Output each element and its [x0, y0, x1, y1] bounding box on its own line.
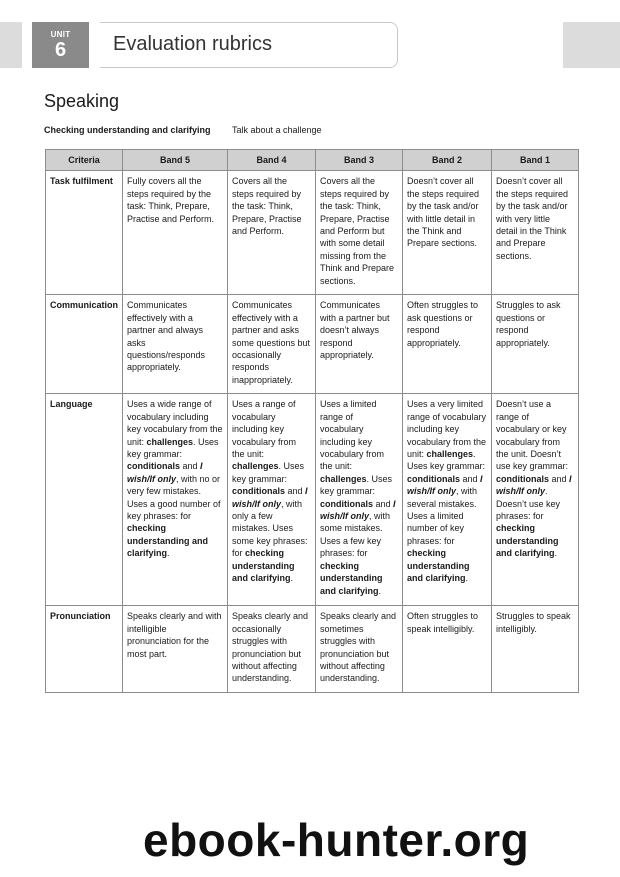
cell-text-run: . Uses key grammar:	[407, 449, 486, 472]
criteria-cell: Language	[46, 394, 123, 606]
cell-text-run: challenges	[146, 436, 194, 447]
cell-text-run: and	[549, 473, 570, 484]
band-cell	[228, 394, 316, 606]
header-criteria: Criteria	[46, 150, 123, 171]
unit-number: 6	[54, 38, 67, 61]
table-row	[46, 394, 579, 606]
page-title: Evaluation rubrics	[113, 33, 272, 55]
cell-text-run: Covers all the steps required by the task: Think, Prepare, Practise and Perform but with some detail missing from the Think and Prepare sections.	[320, 176, 395, 286]
cell-text-run: Speaks clearly and sometimes struggles with pronunciation but without affecting understanding.	[320, 611, 397, 684]
watermark: ebook-hunter.org	[143, 814, 530, 866]
header-band-3: Band 3	[316, 150, 403, 171]
table-header-row	[46, 150, 579, 171]
task-label: Talk about a challenge	[232, 125, 322, 135]
cell-text-run: conditionals	[496, 473, 550, 484]
cell-text-run: Communicates effectively with a partner and always asks questions/responds appropriately.	[127, 300, 206, 373]
page-title-box	[100, 22, 398, 68]
band-cell	[403, 394, 492, 606]
header-band-2: Band 2	[403, 150, 492, 171]
criteria-cell: Pronunciation	[46, 606, 123, 693]
evaluation-rubric-table	[45, 149, 579, 693]
band-cell	[403, 295, 492, 394]
band-cell	[123, 171, 228, 295]
cell-text-run: Often struggles to speak intelligibly.	[407, 611, 479, 634]
cell-text-run: Speaks clearly and occasionally struggles with pronunciation but without affecting understanding.	[232, 611, 309, 684]
cell-text-run: . Uses key grammar:	[320, 473, 393, 497]
cell-text-run: Uses a wide range of vocabulary including key vocabulary from the unit:	[127, 399, 223, 447]
cell-text-run: I wish/If only	[496, 473, 572, 497]
cell-text-run: Uses a range of vocabulary including key vocabulary from the unit:	[232, 399, 297, 460]
cell-text-run: checking understanding and clarifying	[232, 548, 295, 584]
cell-text-run: and	[373, 498, 394, 509]
cell-text-run: Fully covers all the steps required by the task: Think, Prepare, Practise and Perform.	[127, 176, 215, 224]
cell-text-run: Speaks clearly and with intelligible pronunciation for the most part.	[127, 611, 222, 659]
cell-text-run: and	[180, 461, 201, 472]
cell-text-run: , with some mistakes. Uses a few key phrases: for	[320, 511, 391, 559]
band-cell	[403, 171, 492, 295]
unit-label: UNIT	[50, 29, 71, 39]
cell-text-run: I wish/If only	[407, 473, 483, 497]
criteria-cell: Communication	[46, 295, 123, 394]
cell-text-run: conditionals	[407, 473, 461, 484]
cell-text-run: challenges	[232, 461, 279, 472]
cell-text-run: checking understanding and clarifying	[320, 560, 383, 596]
unit-badge	[32, 22, 89, 68]
cell-text-run: checking understanding and clarifying	[127, 523, 208, 559]
cell-text-run: challenges	[426, 449, 474, 460]
table-row	[46, 295, 579, 394]
cell-text-run: Covers all the steps required by the task: Think, Prepare, Practise and Perform.	[232, 176, 302, 237]
section-subheading	[44, 125, 322, 135]
cell-text-run: conditionals	[127, 461, 181, 472]
cell-text-run: Doesn’t use a range of vocabulary or key vocabulary from the unit. Doesn’t use key grammar:	[496, 399, 569, 472]
page-tab-right	[563, 22, 620, 68]
cell-text-run: conditionals	[320, 498, 374, 509]
band-cell	[228, 171, 316, 295]
cell-text-run: Communicates effectively with a partner and asks some questions but occasionally responds inappropriately.	[232, 300, 311, 385]
cell-text-run: , with only a few mistakes. Uses some key phrases: for	[232, 498, 308, 559]
band-cell	[123, 606, 228, 693]
cell-text-run: checking understanding and clarifying	[407, 548, 470, 584]
cell-text-run: checking understanding and clarifying	[496, 523, 559, 559]
cell-text-run: .	[465, 573, 469, 584]
band-cell	[316, 394, 403, 606]
band-cell	[228, 295, 316, 394]
criteria-cell: Task fulfilment	[46, 171, 123, 295]
cell-text-run: Doesn’t cover all the steps required by the task and/or with very little detail in the Think and Prepare sections.	[496, 176, 569, 261]
cell-text-run: Communicates with a partner but doesn’t always respond appropriately.	[320, 300, 390, 361]
section-title: Speaking	[44, 91, 120, 111]
cell-text-run: Uses a very limited range of vocabulary including key vocabulary from the unit:	[407, 399, 487, 460]
band-cell	[492, 295, 579, 394]
cell-text-run: Often struggles to ask questions or respond appropriately.	[407, 300, 479, 348]
cell-text-run: . Uses key grammar:	[127, 436, 219, 460]
table-row	[46, 171, 579, 295]
cell-text-run: I wish/If only	[232, 486, 308, 509]
cell-text-run: .	[554, 548, 558, 559]
band-cell	[316, 295, 403, 394]
cell-text-run: .	[290, 573, 294, 584]
header-band-4: Band 4	[228, 150, 316, 171]
cell-text-run: Struggles to speak intelligibly.	[496, 611, 571, 634]
cell-text-run: , with no or very few mistakes. Uses a good number of key phrases: for	[127, 473, 221, 522]
cell-text-run: challenges	[320, 473, 367, 484]
cell-text-run: I wish/If only	[127, 461, 203, 484]
cell-text-run: and	[285, 486, 306, 497]
header-band-5: Band 5	[123, 150, 228, 171]
sub-label: Checking understanding and clarifying	[44, 125, 211, 135]
band-cell	[492, 394, 579, 606]
cell-text-run: .	[167, 548, 170, 559]
cell-text-run: Uses a limited range of vocabulary including key vocabulary from the unit:	[320, 399, 385, 472]
cell-text-run: , with several mistakes. Uses a limited number of key phrases: for	[407, 486, 478, 546]
cell-text-run: . Doesn’t use key phrases: for	[496, 486, 561, 522]
header-band-1: Band 1	[492, 150, 579, 171]
cell-text-run: conditionals	[232, 486, 286, 497]
band-cell	[492, 606, 579, 693]
cell-text-run: Struggles to ask questions or respond appropriately.	[496, 300, 561, 348]
cell-text-run: Doesn’t cover all the steps required by the task and/or with little detail in the Think and Prepare sections.	[407, 176, 480, 249]
band-cell	[123, 394, 228, 606]
band-cell	[316, 171, 403, 295]
band-cell	[228, 606, 316, 693]
band-cell	[123, 295, 228, 394]
cell-text-run: I wish/If only	[320, 498, 396, 522]
cell-text-run: and	[460, 473, 481, 484]
cell-text-run: .	[378, 585, 382, 596]
band-cell	[316, 606, 403, 693]
band-cell	[403, 606, 492, 693]
table-row	[46, 606, 579, 693]
page-tab-left	[0, 22, 22, 68]
cell-text-run: . Uses key grammar:	[232, 461, 305, 484]
band-cell	[492, 171, 579, 295]
